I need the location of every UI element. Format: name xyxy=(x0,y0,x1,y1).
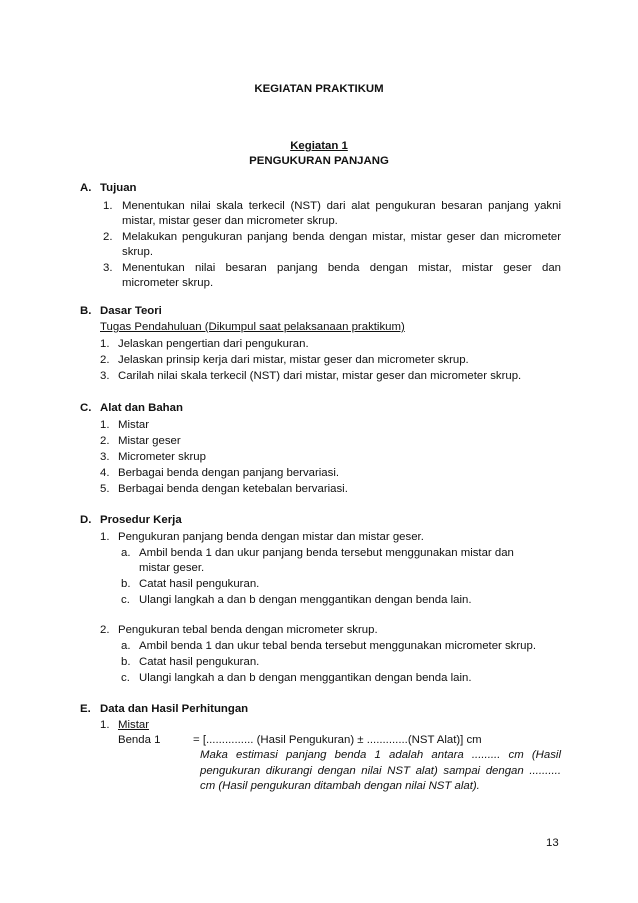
section-d-step-1-num: 1. xyxy=(100,531,110,543)
section-d-step-2-sub-c-letter: c. xyxy=(121,672,130,684)
section-a-item-3-line2: micrometer skrup. xyxy=(122,277,214,289)
benda-label: Benda 1 xyxy=(118,734,161,746)
section-b-item-1-text: Jelaskan pengertian dari pengukuran. xyxy=(118,338,309,350)
section-c-item-5-text: Berbagai benda dengan ketebalan bervariasi. xyxy=(118,483,348,495)
section-c-item-3-text: Micrometer skrup xyxy=(118,451,206,463)
kegiatan-title: PENGUKURAN PANJANG xyxy=(249,155,389,167)
section-d-step-2-sub-c-line1: Ulangi langkah a dan b dengan menggantikan dengan benda lain. xyxy=(139,672,472,684)
section-d-step-2-num: 2. xyxy=(100,624,110,636)
page-title: KEGIATAN PRAKTIKUM xyxy=(254,83,384,95)
section-a-item-3-num: 3. xyxy=(103,262,113,274)
section-d-step-2-sub-a-line1: Ambil benda 1 dan ukur tebal benda tersebut menggunakan micrometer skrup. xyxy=(139,640,537,652)
section-a-item-1-num: 1. xyxy=(103,200,113,212)
section-c-item-4-text: Berbagai benda dengan panjang bervariasi. xyxy=(118,467,340,479)
section-d-title: Prosedur Kerja xyxy=(100,514,182,526)
section-d-step-1-sub-b-letter: b. xyxy=(121,578,131,590)
section-d-step-1-text: Pengukuran panjang benda dengan mistar dan mistar geser. xyxy=(118,531,424,543)
section-c-item-2-text: Mistar geser xyxy=(118,435,181,447)
section-b-item-2-num: 2. xyxy=(100,354,110,366)
section-e-letter: E. xyxy=(80,703,91,715)
section-d-step-2-sub-b-line1: Catat hasil pengukuran. xyxy=(139,656,260,668)
section-a-item-2-num: 2. xyxy=(103,231,113,243)
estimation-note-line2: pengukuran dikurangi dengan nilai NST alat) sampai dengan .......... xyxy=(200,765,561,777)
section-d-step-1-sub-a-line1: Ambil benda 1 dan ukur panjang benda tersebut menggunakan mistar dan xyxy=(139,547,514,559)
section-d-step-1-sub-c-line1: Ulangi langkah a dan b dengan menggantikan dengan benda lain. xyxy=(139,594,472,606)
section-b-letter: B. xyxy=(80,305,92,317)
section-c-item-2-num: 2. xyxy=(100,435,110,447)
section-d-step-1-sub-c-letter: c. xyxy=(121,594,130,606)
section-b-subtitle: Tugas Pendahuluan (Dikumpul saat pelaksanaan praktikum) xyxy=(100,321,405,333)
section-d-step-1-sub-a-line2: mistar geser. xyxy=(139,562,205,574)
section-c-item-3-num: 3. xyxy=(100,451,110,463)
section-a-letter: A. xyxy=(80,182,92,194)
estimation-note-line1: Maka estimasi panjang benda 1 adalah antara ......... cm (Hasil xyxy=(200,749,561,761)
section-d-step-1-sub-b-line1: Catat hasil pengukuran. xyxy=(139,578,260,590)
section-d-step-2-text: Pengukuran tebal benda dengan micrometer skrup. xyxy=(118,624,378,636)
section-b-item-3-num: 3. xyxy=(100,370,110,382)
section-a-item-3-line1: Menentukan nilai besaran panjang benda dengan mistar, mistar geser dan xyxy=(122,262,561,274)
section-c-title: Alat dan Bahan xyxy=(100,402,183,414)
section-c-item-1-num: 1. xyxy=(100,419,110,431)
kegiatan-label: Kegiatan 1 xyxy=(290,140,348,152)
section-a-item-2-line2: skrup. xyxy=(122,246,154,258)
section-d-step-2-sub-b-letter: b. xyxy=(121,656,131,668)
section-e-item-num: 1. xyxy=(100,719,110,731)
section-c-item-5-num: 5. xyxy=(100,483,110,495)
section-b-item-3-text: Carilah nilai skala terkecil (NST) dari mistar, mistar geser dan micrometer skrup. xyxy=(118,370,522,382)
measurement-formula: = [............... (Hasil Pengukuran) ± .............(NST Alat)] cm xyxy=(193,734,482,746)
section-b-item-2-text: Jelaskan prinsip kerja dari mistar, mistar geser dan micrometer skrup. xyxy=(118,354,469,366)
section-d-step-2-sub-a-letter: a. xyxy=(121,640,131,652)
page-number: 13 xyxy=(546,837,559,849)
estimation-note-line3: cm (Hasil pengukuran ditambah dengan nilai NST alat). xyxy=(200,780,480,792)
section-a-item-2-line1: Melakukan pengukuran panjang benda dengan mistar, mistar geser dan micrometer xyxy=(122,231,561,243)
section-d-step-1-sub-a-letter: a. xyxy=(121,547,131,559)
section-a-title: Tujuan xyxy=(100,182,137,194)
section-c-letter: C. xyxy=(80,402,92,414)
section-a-item-1-line2: mistar, mistar geser dan micrometer skrup. xyxy=(122,215,338,227)
section-b-item-1-num: 1. xyxy=(100,338,110,350)
section-a-item-1-line1: Menentukan nilai skala terkecil (NST) dari alat pengukuran besaran panjang yakni xyxy=(122,200,561,212)
section-e-title: Data dan Hasil Perhitungan xyxy=(100,703,249,715)
section-c-item-1-text: Mistar xyxy=(118,419,150,431)
section-b-title: Dasar Teori xyxy=(100,305,162,317)
section-c-item-4-num: 4. xyxy=(100,467,110,479)
section-e-item-title: Mistar xyxy=(118,719,150,731)
section-d-letter: D. xyxy=(80,514,92,526)
